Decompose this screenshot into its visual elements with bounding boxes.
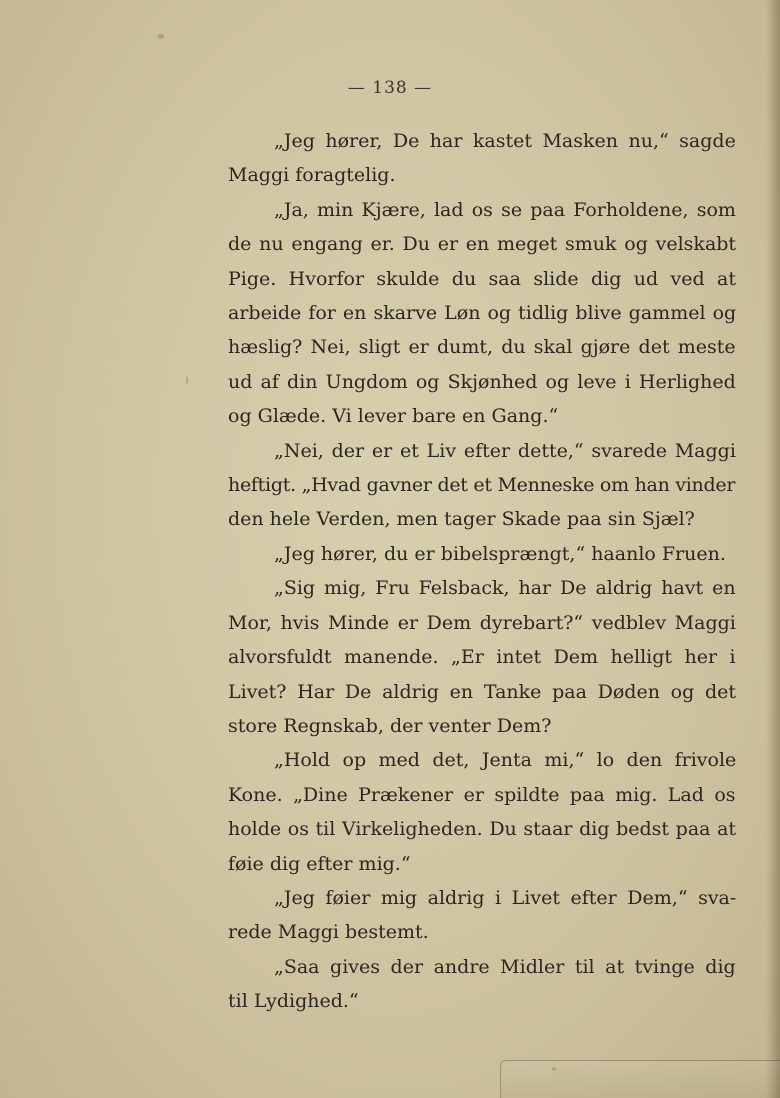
paper-speck — [186, 376, 188, 385]
text-line: de nu engang er. Du er en meget smuk og velskabt — [228, 233, 737, 256]
text-line: alvorsfuldt manende. „Er intet Dem helligt her i — [228, 646, 736, 669]
page-number: — 138 — — [347, 78, 433, 98]
text-line: „Nei, der er et Liv efter dette,“ svarede Maggi — [274, 439, 736, 462]
text-line: heftigt. „Hvad gavner det et Menneske om han vinder — [228, 474, 736, 497]
text-line: arbeide for en skarve Løn og tidlig blive gammel og — [228, 302, 737, 325]
text-line: Pige. Hvorfor skulde du saa slide dig ud ved at — [228, 267, 737, 290]
body-text — [228, 124, 736, 1019]
text-line: føie dig efter mig.“ — [228, 852, 411, 875]
paper-crease — [500, 1060, 780, 1098]
text-line: „Hold op med det, Jenta mi,“ lo den frivole — [274, 749, 737, 772]
text-line: „Jeg føier mig aldrig i Livet efter Dem,“ sva- — [274, 886, 737, 909]
paper-speck — [158, 34, 164, 39]
paragraph — [228, 881, 736, 950]
paragraph — [228, 124, 736, 193]
text-line: hæslig? Nei, sligt er dumt, du skal gjøre det meste — [228, 336, 736, 359]
text-line: den hele Verden, men tager Skade paa sin Sjæl? — [228, 508, 695, 531]
paragraph — [228, 950, 736, 1019]
text-line: „Ja, min Kjære, lad os se paa Forholdene, som — [274, 198, 736, 221]
text-line: „Jeg hører, De har kastet Masken nu,“ sagde — [274, 130, 736, 152]
text-line: holde os til Virkeligheden. Du staar dig bedst paa at — [228, 818, 737, 841]
text-line: Livet? Har De aldrig en Tanke paa Døden og det — [228, 680, 737, 703]
paragraph — [228, 537, 736, 571]
text-line: rede Maggi bestemt. — [228, 921, 429, 944]
text-line: store Regnskab, der venter Dem? — [228, 714, 552, 737]
text-line: ud af din Ungdom og Skjønhed og leve i Herlighed — [228, 370, 736, 393]
text-line: Mor, hvis Minde er Dem dyrebart?“ vedblev Maggi — [228, 611, 736, 634]
text-line: „Jeg hører, du er bibelsprængt,“ haanlo Fruen. — [274, 542, 726, 565]
text-line: til Lydighed.“ — [228, 990, 359, 1013]
page-edge-shadow — [766, 0, 780, 1098]
paragraph — [228, 743, 736, 881]
paragraph — [228, 434, 736, 537]
text-line: Maggi foragtelig. — [228, 164, 396, 187]
text-line: og Glæde. Vi lever bare en Gang.“ — [228, 405, 559, 428]
text-line: Kone. „Dine Prækener er spildte paa mig. Lad os — [228, 783, 736, 806]
paragraph — [228, 571, 736, 743]
text-line: „Sig mig, Fru Felsback, har De aldrig havt en — [274, 577, 736, 600]
text-line: „Saa gives der andre Midler til at tvinge dig — [274, 955, 736, 978]
paragraph — [228, 193, 736, 434]
